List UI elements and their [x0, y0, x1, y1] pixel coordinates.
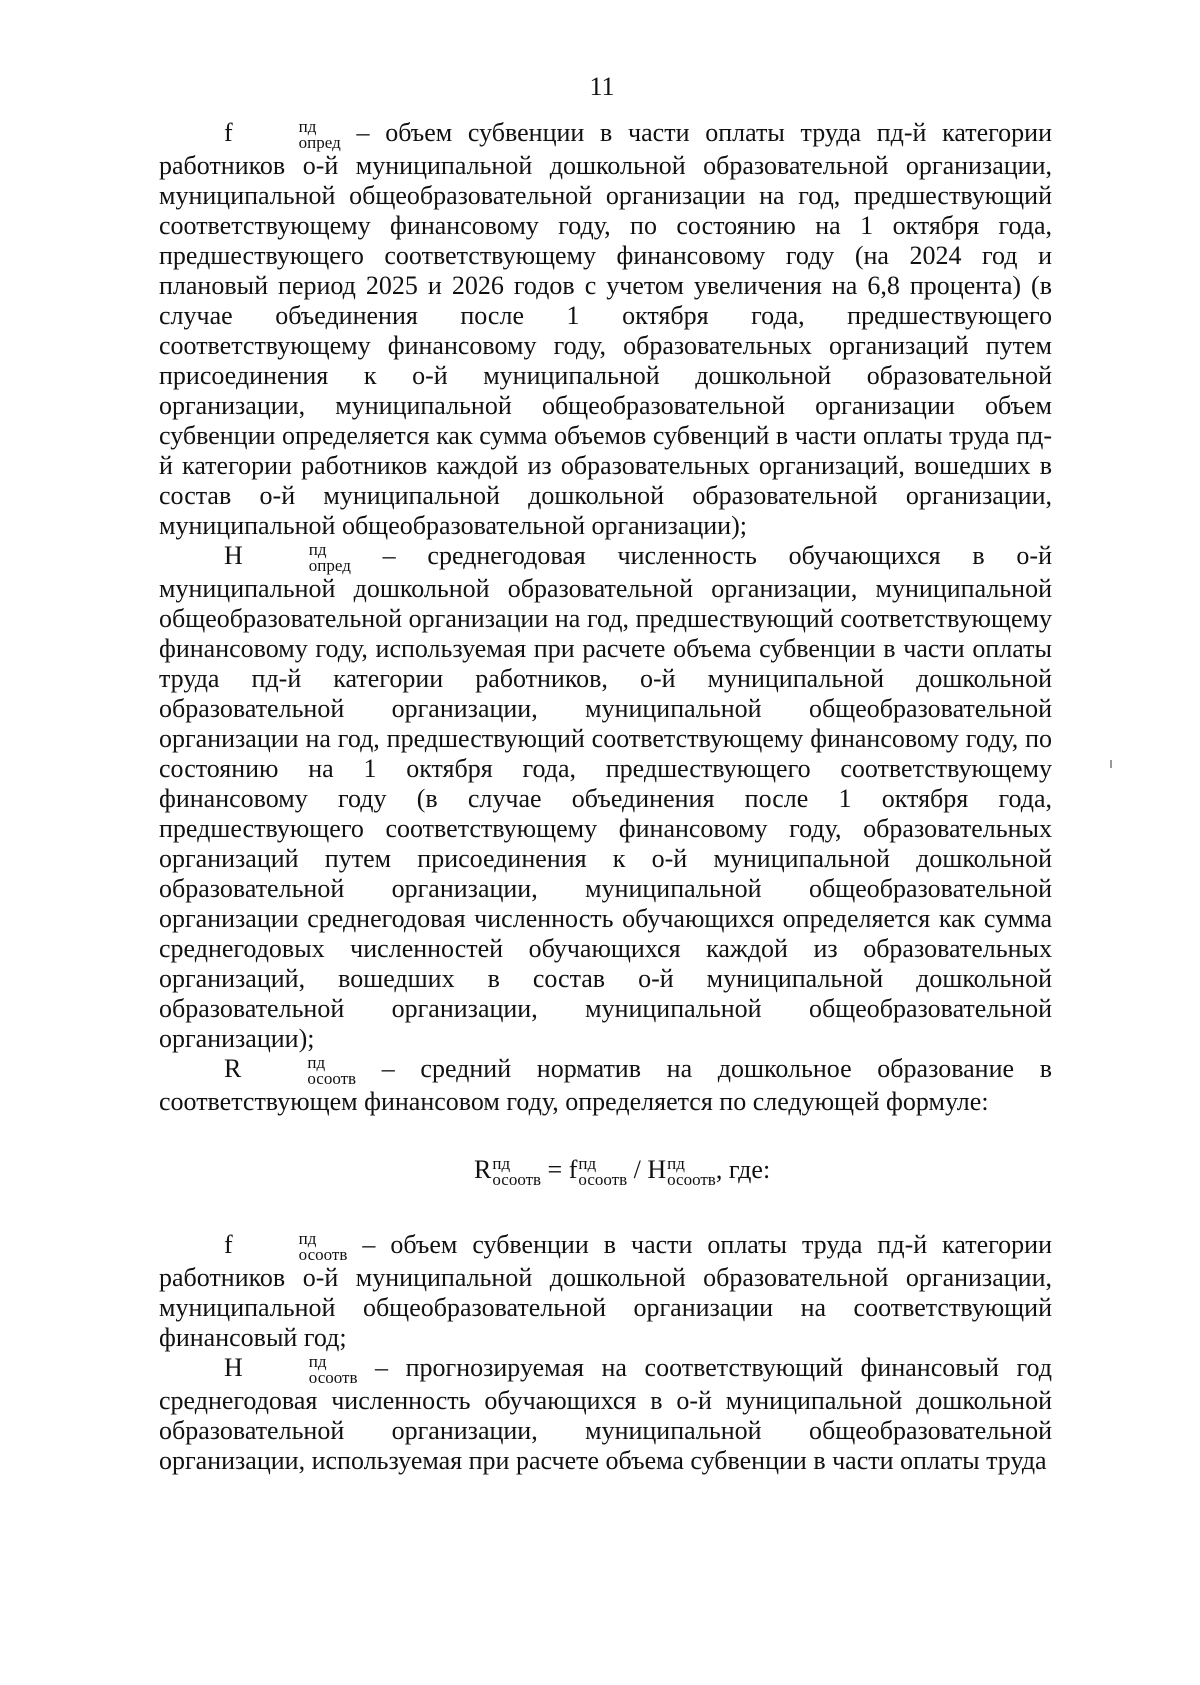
definition-text: – среднегодовая численность обучающихся в о-й муниципальной дошкольной образовательной организации, муниципальной общеобразовательной организации на год, предшествующий соответствующему финансовому году, используемая при расчете объема субвенции в части оплаты труда пд-й категории работников, о-й муниципальной дошкольной образовательной организации, муниципальной общеобразовательной организации на год, предшествующий соответствующему финансовому году, по состоянию на 1 октября года, предшествующего соответствующему финансовому году (в случае объединения после 1 октября года, предшествующего соответствующему финансовому году, образовательных организаций путем присоединения к о-й муниципальной дошкольной образовательной организации, муниципальной общеобразовательной организации среднегодовая численность обучающихся определяется как сумма среднегодовых численностей обучающихся каждой из образовательных организаций, вошедших в состав о-й муниципальной дошкольной образовательной организации, муниципальной общеобразовательной организации);: [159, 541, 1052, 1054]
definition-text: – объем субвенции в части оплаты труда пд-й категории работников о-й муниципальной дошкольной образовательной организации, муниципальной общеобразовательной организации на соответствующий финансовый год;: [159, 1230, 1052, 1353]
symbol-r-osootv: R пд осоотв: [224, 1053, 357, 1089]
formula-f: f пд осоотв: [568, 1154, 628, 1190]
symbol-f-opred: f пд опред: [224, 117, 341, 153]
symbol-f-osootv: f пд осоотв: [224, 1229, 348, 1265]
definition-h-opred: [159, 541, 1052, 1054]
definition-text: – средний норматив на дошкольное образование в соответствующем финансовом году, определяется по следующей формуле:: [159, 1054, 1052, 1117]
page-number: 11: [589, 72, 615, 101]
definition-text: – прогнозируемая на соответствующий финансовый год среднегодовая численность обучающихся в о-й муниципальной дошкольной образовательной организации, муниципальной общеобразовательной организации, используемая при расчете объема субвенции в части оплаты труда: [159, 1353, 1052, 1476]
formula: R пд осоотв = f пд осоотв / Н пд осоотв , где:: [474, 1154, 771, 1190]
definition-f-opred: [159, 118, 1052, 541]
definition-r-osootv: [159, 1054, 1052, 1117]
document-body: [159, 118, 1052, 1476]
definition-f-osootv: [159, 1230, 1052, 1353]
symbol-h-opred: Н пд опред: [224, 540, 351, 576]
symbol-h-osootv: Н пд осоотв: [224, 1352, 358, 1388]
formula-h: Н пд осоотв: [647, 1154, 716, 1190]
formula-lhs: R пд осоотв: [474, 1154, 542, 1190]
definition-text: – объем субвенции в части оплаты труда пд-й категории работников о-й муниципальной дошкольной образовательной организации, муниципальной общеобразовательной организации на год, предшествующий соответствующему финансовому году, по состоянию на 1 октября года, предшествующего соответствующему финансовому году (на 2024 год и плановый период 2025 и 2026 годов с учетом увеличения на 6,8 процента) (в случае объединения после 1 октября года, предшествующего соответствующему финансовому году, образовательных организаций путем присоединения к о-й муниципальной дошкольной образовательной организации, муниципальной общеобразовательной организации объем субвенции определяется как сумма объемов субвенций в части оплаты труда пд-й категории работников каждой из образовательных организаций, вошедших в состав о-й муниципальной дошкольной образовательной организации, муниципальной общеобразовательной организации);: [159, 118, 1052, 541]
definition-h-osootv: [159, 1353, 1052, 1476]
scan-mark: [1110, 760, 1112, 768]
